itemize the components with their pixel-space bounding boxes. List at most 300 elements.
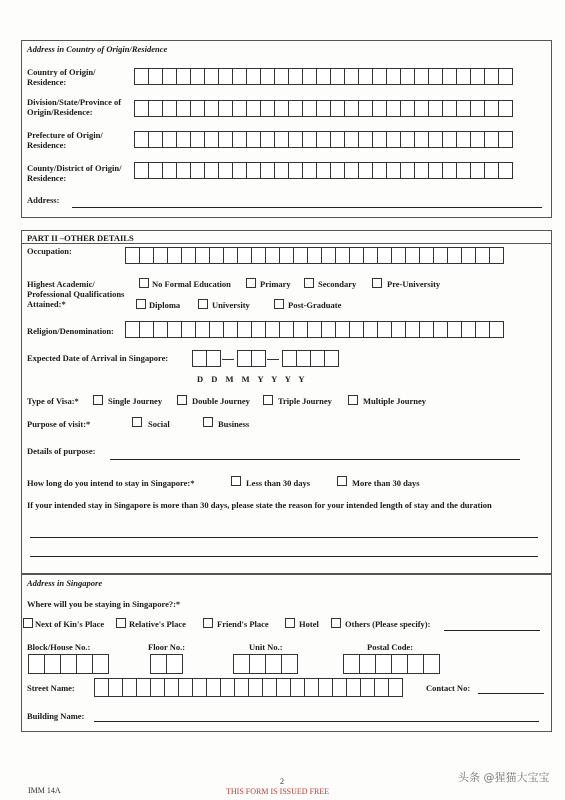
char-box[interactable]	[344, 162, 359, 179]
char-box[interactable]	[246, 68, 261, 85]
char-box[interactable]	[233, 654, 250, 674]
char-box[interactable]	[223, 321, 238, 338]
char-box[interactable]	[316, 68, 331, 85]
char-box[interactable]	[470, 162, 485, 179]
char-box[interactable]	[190, 131, 205, 148]
char-box[interactable]	[316, 162, 331, 179]
edu-primary-label: Primary	[260, 279, 291, 289]
char-box[interactable]	[414, 68, 429, 85]
edu-preuniversity-label: Pre-University	[387, 279, 441, 289]
char-box[interactable]	[246, 131, 261, 148]
char-box[interactable]	[125, 247, 140, 264]
char-box[interactable]	[206, 678, 221, 697]
char-box[interactable]	[220, 678, 235, 697]
char-box[interactable]	[248, 678, 263, 697]
char-box[interactable]	[316, 131, 331, 148]
char-box[interactable]	[358, 162, 373, 179]
char-box[interactable]	[330, 131, 345, 148]
char-box[interactable]	[190, 100, 205, 117]
char-box[interactable]	[204, 131, 219, 148]
char-box[interactable]	[232, 131, 247, 148]
char-box[interactable]	[60, 654, 77, 674]
char-box[interactable]	[260, 100, 275, 117]
char-box[interactable]	[375, 654, 392, 674]
char-box[interactable]	[428, 162, 443, 179]
char-box[interactable]	[400, 162, 415, 179]
char-box[interactable]	[391, 321, 406, 338]
char-box[interactable]	[265, 654, 282, 674]
char-box[interactable]	[302, 100, 317, 117]
edu-none-label: No Formal Education	[152, 279, 231, 289]
char-box[interactable]	[414, 131, 429, 148]
street-field[interactable]	[94, 678, 402, 697]
singapore-heading: Address in Singapore	[27, 578, 103, 588]
char-box[interactable]	[293, 247, 308, 264]
char-box[interactable]	[281, 654, 298, 674]
visa-single-label: Single Journey	[108, 396, 163, 406]
purpose-label: Purpose of visit:*	[27, 419, 91, 429]
religion-field[interactable]	[125, 321, 503, 338]
block-field[interactable]	[28, 654, 108, 674]
purpose-business-checkbox[interactable]	[203, 417, 213, 427]
char-box[interactable]	[386, 162, 401, 179]
char-box[interactable]	[108, 678, 123, 697]
char-box[interactable]	[346, 678, 361, 697]
char-box[interactable]	[265, 247, 280, 264]
char-box[interactable]	[148, 68, 163, 85]
char-box[interactable]	[428, 131, 443, 148]
char-box[interactable]	[461, 321, 476, 338]
char-box[interactable]	[470, 68, 485, 85]
char-box[interactable]	[209, 321, 224, 338]
char-box[interactable]	[498, 68, 513, 85]
char-box[interactable]	[192, 678, 207, 697]
char-box[interactable]	[358, 100, 373, 117]
char-box[interactable]	[372, 68, 387, 85]
date-separator	[267, 359, 279, 360]
char-box[interactable]	[76, 654, 93, 674]
char-box[interactable]	[251, 247, 266, 264]
char-box[interactable]	[249, 654, 266, 674]
char-box[interactable]	[461, 247, 476, 264]
char-box[interactable]	[232, 162, 247, 179]
char-box[interactable]	[148, 100, 163, 117]
char-box[interactable]	[296, 350, 311, 367]
purpose-details-line[interactable]	[110, 459, 520, 460]
char-box[interactable]	[122, 678, 137, 697]
char-box[interactable]	[94, 678, 109, 697]
char-box[interactable]	[288, 131, 303, 148]
floor-label: Floor No.:	[148, 642, 186, 652]
char-box[interactable]	[274, 162, 289, 179]
char-box[interactable]	[360, 678, 375, 697]
char-box[interactable]	[218, 100, 233, 117]
char-box[interactable]	[330, 100, 345, 117]
char-box[interactable]	[195, 321, 210, 338]
form-code: IMM 14A	[28, 786, 61, 795]
char-box[interactable]	[498, 162, 513, 179]
stay-less-checkbox[interactable]	[231, 476, 241, 486]
edu-postgraduate-checkbox[interactable]	[274, 299, 284, 309]
watermark: 头条 @猩猫大宝宝	[458, 771, 550, 784]
char-box[interactable]	[274, 68, 289, 85]
char-box[interactable]	[321, 321, 336, 338]
char-box[interactable]	[190, 162, 205, 179]
char-box[interactable]	[288, 68, 303, 85]
char-box[interactable]	[204, 100, 219, 117]
contact-label: Contact No:	[426, 683, 471, 693]
char-box[interactable]	[332, 678, 347, 697]
stay-reason-line-1[interactable]	[30, 537, 538, 538]
char-box[interactable]	[456, 131, 471, 148]
char-box[interactable]	[372, 131, 387, 148]
char-box[interactable]	[343, 654, 360, 674]
county-label: County/District of Origin/ Residence:	[27, 163, 122, 183]
char-box[interactable]	[423, 654, 440, 674]
visa-multiple-label: Multiple Journey	[363, 396, 427, 406]
char-box[interactable]	[456, 100, 471, 117]
char-box[interactable]	[489, 321, 504, 338]
edu-diploma-checkbox[interactable]	[136, 299, 146, 309]
prefecture-field[interactable]	[134, 131, 512, 148]
char-box[interactable]	[293, 321, 308, 338]
char-box[interactable]	[260, 68, 275, 85]
char-box[interactable]	[246, 162, 261, 179]
building-line[interactable]	[94, 721, 539, 722]
edu-diploma-label: Diploma	[149, 300, 181, 310]
char-box[interactable]	[414, 100, 429, 117]
stay-relative-label: Relative's Place	[129, 619, 186, 629]
char-box[interactable]	[204, 68, 219, 85]
char-box[interactable]	[232, 100, 247, 117]
char-box[interactable]	[428, 68, 443, 85]
origin-address-section	[21, 40, 552, 218]
char-box[interactable]	[274, 131, 289, 148]
char-box[interactable]	[190, 68, 205, 85]
char-box[interactable]	[176, 100, 191, 117]
char-box[interactable]	[344, 131, 359, 148]
char-box[interactable]	[150, 654, 167, 674]
char-box[interactable]	[288, 162, 303, 179]
char-box[interactable]	[148, 131, 163, 148]
edu-secondary-checkbox[interactable]	[304, 278, 314, 288]
char-box[interactable]	[44, 654, 61, 674]
purpose-social-checkbox[interactable]	[132, 417, 142, 427]
char-box[interactable]	[358, 68, 373, 85]
char-box[interactable]	[419, 321, 434, 338]
char-box[interactable]	[307, 321, 322, 338]
char-box[interactable]	[475, 321, 490, 338]
char-box[interactable]	[386, 100, 401, 117]
char-box[interactable]	[251, 321, 266, 338]
stay-kin-label: Next of Kin's Place	[35, 619, 105, 629]
char-box[interactable]	[164, 678, 179, 697]
stay-reason-line-2[interactable]	[30, 556, 538, 557]
stay-more-label: More than 30 days	[352, 478, 420, 488]
char-box[interactable]	[276, 678, 291, 697]
char-box[interactable]	[162, 100, 177, 117]
char-box[interactable]	[498, 131, 513, 148]
singapore-address-section	[21, 574, 552, 732]
floor-field[interactable]	[150, 654, 182, 674]
arrival-month-field[interactable]	[237, 350, 265, 367]
char-box[interactable]	[181, 247, 196, 264]
visa-double-label: Double Journey	[192, 396, 250, 406]
char-box[interactable]	[442, 100, 457, 117]
char-box[interactable]	[153, 321, 168, 338]
arrival-label: Expected Date of Arrival in Singapore:	[27, 353, 169, 363]
part2-section	[21, 230, 552, 574]
char-box[interactable]	[321, 247, 336, 264]
stay-others-checkbox[interactable]	[331, 618, 341, 628]
edu-university-checkbox[interactable]	[198, 299, 208, 309]
char-box[interactable]	[475, 247, 490, 264]
char-box[interactable]	[176, 68, 191, 85]
char-box[interactable]	[279, 321, 294, 338]
char-box[interactable]	[167, 247, 182, 264]
stay-others-label: Others (Please specify):	[345, 619, 431, 629]
char-box[interactable]	[176, 162, 191, 179]
char-box[interactable]	[282, 350, 297, 367]
char-box[interactable]	[304, 678, 319, 697]
stay-length-label: How long do you intend to stay in Singapore:*	[27, 478, 195, 488]
char-box[interactable]	[302, 131, 317, 148]
char-box[interactable]	[162, 68, 177, 85]
char-box[interactable]	[391, 654, 408, 674]
religion-label: Religion/Denomination:	[27, 326, 114, 336]
char-box[interactable]	[374, 678, 389, 697]
char-box[interactable]	[234, 678, 249, 697]
char-box[interactable]	[237, 247, 252, 264]
char-box[interactable]	[192, 350, 207, 367]
char-box[interactable]	[484, 68, 499, 85]
char-box[interactable]	[349, 321, 364, 338]
char-box[interactable]	[150, 678, 165, 697]
char-box[interactable]	[330, 68, 345, 85]
char-box[interactable]	[92, 654, 109, 674]
char-box[interactable]	[302, 68, 317, 85]
char-box[interactable]	[260, 162, 275, 179]
date-format-text: D D M M Y Y Y Y	[197, 374, 305, 384]
char-box[interactable]	[484, 162, 499, 179]
char-box[interactable]	[405, 247, 420, 264]
visa-multiple-checkbox[interactable]	[348, 395, 358, 405]
edu-secondary-label: Secondary	[318, 279, 357, 289]
char-box[interactable]	[134, 131, 149, 148]
char-box[interactable]	[330, 162, 345, 179]
char-box[interactable]	[386, 131, 401, 148]
occupation-field[interactable]	[125, 247, 503, 264]
street-label: Street Name:	[27, 683, 75, 693]
country-field[interactable]	[134, 68, 512, 85]
char-box[interactable]	[162, 162, 177, 179]
edu-preuniversity-checkbox[interactable]	[372, 278, 382, 288]
where-stay-label: Where will you be staying in Singapore?:*	[27, 599, 181, 609]
char-box[interactable]	[349, 247, 364, 264]
char-box[interactable]	[489, 247, 504, 264]
char-box[interactable]	[167, 321, 182, 338]
char-box[interactable]	[237, 350, 252, 367]
char-box[interactable]	[139, 321, 154, 338]
char-box[interactable]	[251, 350, 266, 367]
char-box[interactable]	[318, 678, 333, 697]
visa-triple-checkbox[interactable]	[263, 395, 273, 405]
char-box[interactable]	[290, 678, 305, 697]
char-box[interactable]	[195, 247, 210, 264]
char-box[interactable]	[400, 131, 415, 148]
stay-hotel-checkbox[interactable]	[285, 618, 295, 628]
char-box[interactable]	[153, 247, 168, 264]
char-box[interactable]	[372, 162, 387, 179]
char-box[interactable]	[470, 100, 485, 117]
char-box[interactable]	[447, 321, 462, 338]
char-box[interactable]	[344, 68, 359, 85]
char-box[interactable]	[218, 162, 233, 179]
edu-postgraduate-label: Post-Graduate	[288, 300, 342, 310]
char-box[interactable]	[181, 321, 196, 338]
char-box[interactable]	[447, 247, 462, 264]
char-box[interactable]	[405, 321, 420, 338]
stay-friend-checkbox[interactable]	[203, 618, 213, 628]
arrival-day-field[interactable]	[192, 350, 220, 367]
char-box[interactable]	[288, 100, 303, 117]
char-box[interactable]	[407, 654, 424, 674]
char-box[interactable]	[178, 678, 193, 697]
stay-kin-checkbox[interactable]	[23, 618, 33, 628]
purpose-social-label: Social	[148, 419, 170, 429]
division-field[interactable]	[134, 100, 512, 117]
char-box[interactable]	[28, 654, 45, 674]
char-box[interactable]	[344, 100, 359, 117]
char-box[interactable]	[307, 247, 322, 264]
char-box[interactable]	[433, 247, 448, 264]
stay-reason-label: If your intended stay in Singapore is more than 30 days, please state the reason for your intended length of stay and the duration	[27, 500, 492, 510]
char-box[interactable]	[388, 678, 403, 697]
char-box[interactable]	[359, 654, 376, 674]
char-box[interactable]	[400, 100, 415, 117]
char-box[interactable]	[204, 162, 219, 179]
char-box[interactable]	[279, 247, 294, 264]
postal-label: Postal Code:	[367, 642, 414, 652]
char-box[interactable]	[302, 162, 317, 179]
char-box[interactable]	[316, 100, 331, 117]
char-box[interactable]	[442, 162, 457, 179]
edu-university-label: University	[212, 300, 250, 310]
char-box[interactable]	[391, 247, 406, 264]
char-box[interactable]	[335, 247, 350, 264]
char-box[interactable]	[484, 100, 499, 117]
others-specify-line[interactable]	[444, 630, 540, 631]
char-box[interactable]	[414, 162, 429, 179]
char-box[interactable]	[260, 131, 275, 148]
stay-relative-checkbox[interactable]	[116, 618, 126, 628]
char-box[interactable]	[162, 131, 177, 148]
address-line[interactable]	[72, 207, 542, 208]
prefecture-label: Prefecture of Origin/ Residence:	[27, 130, 103, 150]
char-box[interactable]	[209, 247, 224, 264]
char-box[interactable]	[363, 247, 378, 264]
char-box[interactable]	[400, 68, 415, 85]
char-box[interactable]	[433, 321, 448, 338]
char-box[interactable]	[136, 678, 151, 697]
origin-heading: Address in Country of Origin/Residence	[27, 44, 168, 54]
date-separator	[222, 359, 234, 360]
arrival-year-field[interactable]	[282, 350, 338, 367]
stay-less-label: Less than 30 days	[246, 478, 311, 488]
edu-none-checkbox[interactable]	[139, 278, 149, 288]
address-label: Address:	[27, 195, 60, 205]
building-label: Building Name:	[27, 711, 85, 721]
char-box[interactable]	[456, 162, 471, 179]
char-box[interactable]	[148, 162, 163, 179]
char-box[interactable]	[363, 321, 378, 338]
char-box[interactable]	[377, 321, 392, 338]
visa-triple-label: Triple Journey	[278, 396, 332, 406]
char-box[interactable]	[262, 678, 277, 697]
char-box[interactable]	[377, 247, 392, 264]
char-box[interactable]	[134, 68, 149, 85]
char-box[interactable]	[358, 131, 373, 148]
stay-hotel-label: Hotel	[299, 619, 319, 629]
char-box[interactable]	[372, 100, 387, 117]
char-box[interactable]	[206, 350, 221, 367]
char-box[interactable]	[176, 131, 191, 148]
char-box[interactable]	[442, 68, 457, 85]
char-box[interactable]	[139, 247, 154, 264]
char-box[interactable]	[310, 350, 325, 367]
occupation-label: Occupation:	[27, 246, 72, 256]
contact-line[interactable]	[478, 693, 544, 694]
char-box[interactable]	[232, 68, 247, 85]
char-box[interactable]	[335, 321, 350, 338]
char-box[interactable]	[218, 68, 233, 85]
unit-field[interactable]	[233, 654, 297, 674]
division-label: Division/State/Province of Origin/Residence:	[27, 97, 122, 117]
char-box[interactable]	[484, 131, 499, 148]
char-box[interactable]	[134, 100, 149, 117]
visa-label: Type of Visa:*	[27, 396, 79, 406]
char-box[interactable]	[498, 100, 513, 117]
visa-single-checkbox[interactable]	[93, 395, 103, 405]
stay-friend-label: Friend's Place	[217, 619, 269, 629]
visa-double-checkbox[interactable]	[177, 395, 187, 405]
free-notice: THIS FORM IS ISSUED FREE	[226, 787, 330, 796]
char-box[interactable]	[237, 321, 252, 338]
part2-heading: PART II –OTHER DETAILS	[22, 231, 551, 244]
stay-more-checkbox[interactable]	[337, 476, 347, 486]
char-box[interactable]	[223, 247, 238, 264]
char-box[interactable]	[134, 162, 149, 179]
edu-primary-checkbox[interactable]	[246, 278, 256, 288]
page-number: 2	[280, 777, 284, 786]
char-box[interactable]	[386, 68, 401, 85]
char-box[interactable]	[470, 131, 485, 148]
char-box[interactable]	[428, 100, 443, 117]
char-box[interactable]	[324, 350, 339, 367]
char-box[interactable]	[419, 247, 434, 264]
char-box[interactable]	[218, 131, 233, 148]
char-box[interactable]	[265, 321, 280, 338]
char-box[interactable]	[274, 100, 289, 117]
char-box[interactable]	[125, 321, 140, 338]
char-box[interactable]	[246, 100, 261, 117]
char-box[interactable]	[166, 654, 183, 674]
postal-field[interactable]	[343, 654, 439, 674]
county-field[interactable]	[134, 162, 512, 179]
country-label: Country of Origin/ Residence:	[27, 67, 96, 87]
char-box[interactable]	[442, 131, 457, 148]
char-box[interactable]	[456, 68, 471, 85]
